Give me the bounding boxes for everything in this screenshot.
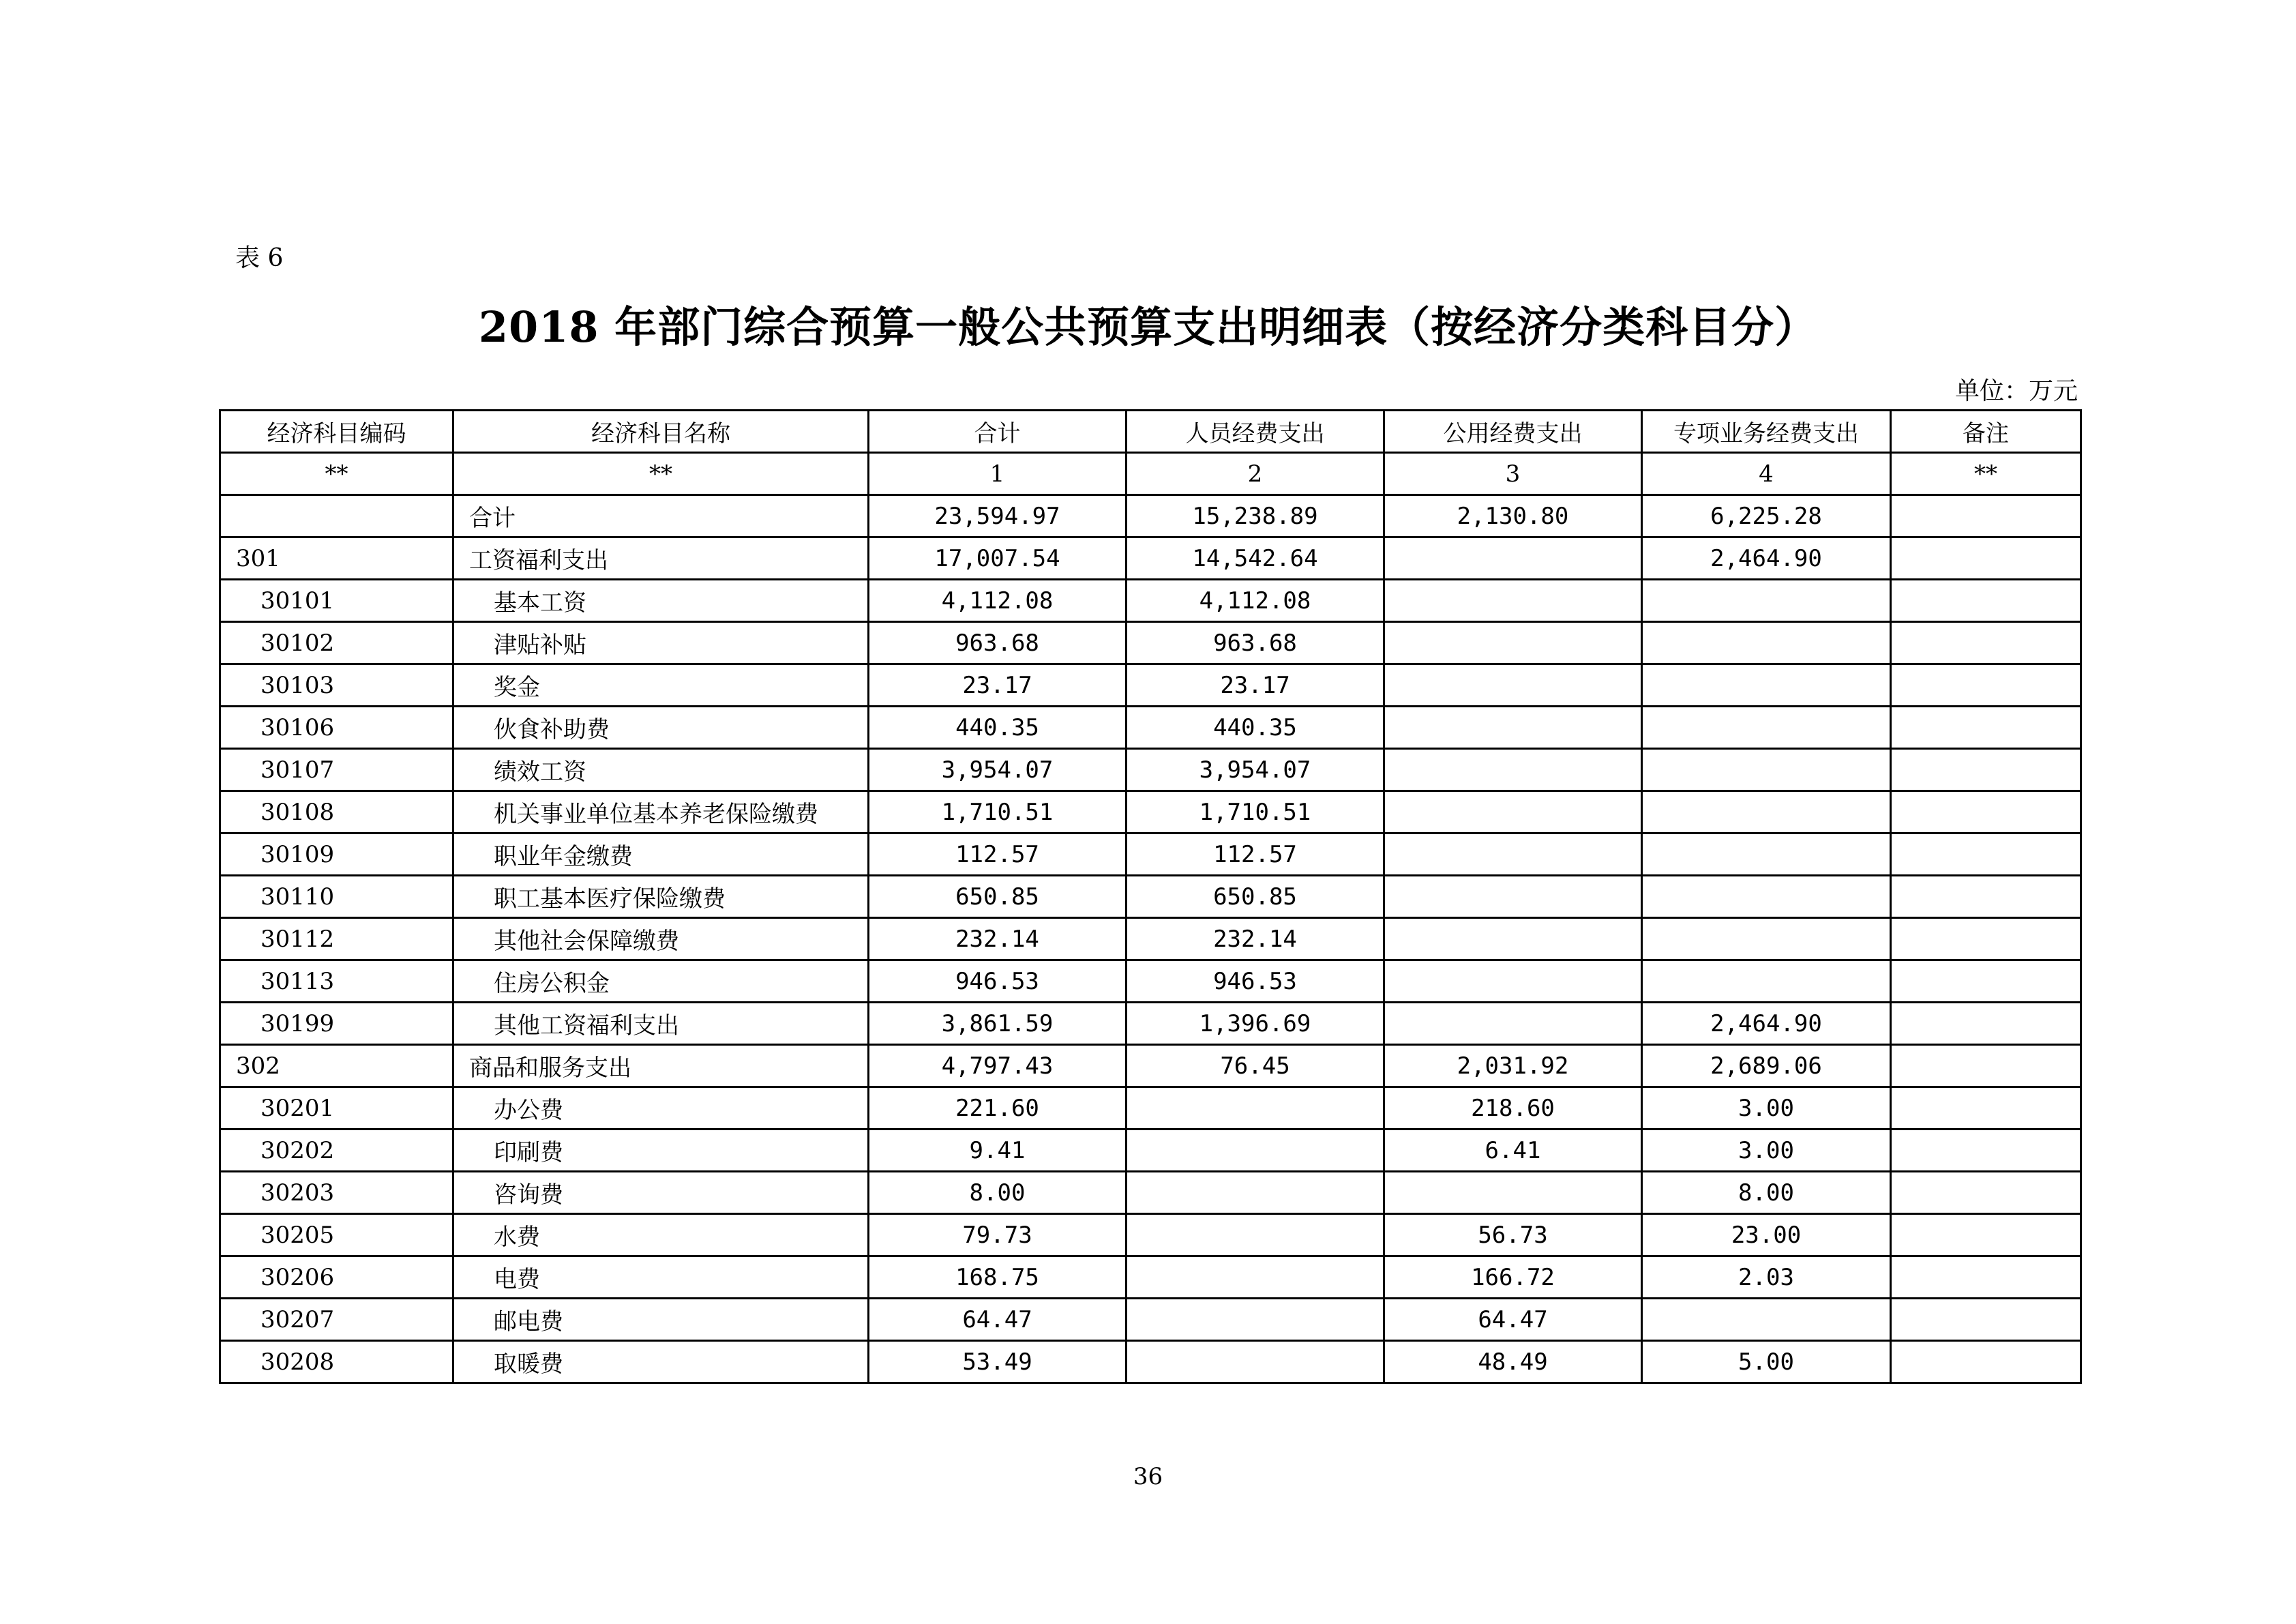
total-cell: 650.85 bbox=[869, 876, 1127, 918]
total-cell: 23.17 bbox=[869, 664, 1127, 707]
index-cell: 3 bbox=[1384, 453, 1642, 495]
personnel-cell bbox=[1127, 1299, 1384, 1341]
total-cell: 440.35 bbox=[869, 707, 1127, 749]
total-cell: 3,861.59 bbox=[869, 1003, 1127, 1045]
public-cell bbox=[1384, 960, 1642, 1003]
personnel-cell bbox=[1127, 1087, 1384, 1130]
code-cell: 30208 bbox=[220, 1341, 453, 1383]
total-cell: 221.60 bbox=[869, 1087, 1127, 1130]
special-cell: 3.00 bbox=[1642, 1130, 1891, 1172]
note-cell bbox=[1891, 1214, 2081, 1256]
note-cell bbox=[1891, 1087, 2081, 1130]
public-cell bbox=[1384, 791, 1642, 833]
total-cell: 4,797.43 bbox=[869, 1045, 1127, 1087]
code-cell: 302 bbox=[220, 1045, 453, 1087]
personnel-cell: 440.35 bbox=[1127, 707, 1384, 749]
name-cell: 其他工资福利支出 bbox=[453, 1003, 869, 1045]
personnel-cell bbox=[1127, 1214, 1384, 1256]
name-cell: 职工基本医疗保险缴费 bbox=[453, 876, 869, 918]
table-label: 表 6 bbox=[235, 244, 284, 272]
special-cell: 8.00 bbox=[1642, 1172, 1891, 1214]
code-cell: 30202 bbox=[220, 1130, 453, 1172]
index-cell: ** bbox=[220, 453, 453, 495]
header-name: 经济科目名称 bbox=[453, 411, 869, 453]
personnel-cell: 4,112.08 bbox=[1127, 580, 1384, 622]
table-row bbox=[220, 664, 2081, 707]
total-cell: 9.41 bbox=[869, 1130, 1127, 1172]
personnel-cell: 1,396.69 bbox=[1127, 1003, 1384, 1045]
total-cell: 963.68 bbox=[869, 622, 1127, 664]
code-cell: 30109 bbox=[220, 833, 453, 876]
code-cell: 30108 bbox=[220, 791, 453, 833]
public-cell: 56.73 bbox=[1384, 1214, 1642, 1256]
personnel-cell: 650.85 bbox=[1127, 876, 1384, 918]
index-cell: ** bbox=[1891, 453, 2081, 495]
table-row bbox=[220, 749, 2081, 791]
name-cell: 邮电费 bbox=[453, 1299, 869, 1341]
public-cell: 2,130.80 bbox=[1384, 495, 1642, 537]
personnel-cell bbox=[1127, 1172, 1384, 1214]
name-cell: 电费 bbox=[453, 1256, 869, 1299]
total-cell: 232.14 bbox=[869, 918, 1127, 960]
name-cell: 取暖费 bbox=[453, 1341, 869, 1383]
special-cell bbox=[1642, 707, 1891, 749]
table-row bbox=[220, 1299, 2081, 1341]
name-cell: 合计 bbox=[453, 495, 869, 537]
code-cell bbox=[220, 495, 453, 537]
total-cell: 17,007.54 bbox=[869, 537, 1127, 580]
note-cell bbox=[1891, 664, 2081, 707]
public-cell: 64.47 bbox=[1384, 1299, 1642, 1341]
note-cell bbox=[1891, 833, 2081, 876]
total-cell: 1,710.51 bbox=[869, 791, 1127, 833]
table-row bbox=[220, 1087, 2081, 1130]
header-public: 公用经费支出 bbox=[1384, 411, 1642, 453]
table-row bbox=[220, 1341, 2081, 1383]
note-cell bbox=[1891, 495, 2081, 537]
special-cell: 2,464.90 bbox=[1642, 1003, 1891, 1045]
public-cell bbox=[1384, 749, 1642, 791]
public-cell: 218.60 bbox=[1384, 1087, 1642, 1130]
code-cell: 30207 bbox=[220, 1299, 453, 1341]
public-cell bbox=[1384, 876, 1642, 918]
personnel-cell: 232.14 bbox=[1127, 918, 1384, 960]
table-row bbox=[220, 918, 2081, 960]
special-cell: 3.00 bbox=[1642, 1087, 1891, 1130]
personnel-cell: 23.17 bbox=[1127, 664, 1384, 707]
table-row bbox=[220, 1172, 2081, 1214]
budget-table bbox=[219, 409, 2082, 1384]
name-cell: 印刷费 bbox=[453, 1130, 869, 1172]
personnel-cell bbox=[1127, 1130, 1384, 1172]
public-cell bbox=[1384, 537, 1642, 580]
header-personnel: 人员经费支出 bbox=[1127, 411, 1384, 453]
total-cell: 4,112.08 bbox=[869, 580, 1127, 622]
special-cell: 23.00 bbox=[1642, 1214, 1891, 1256]
unit-label: 单位：万元 bbox=[1954, 377, 2078, 405]
header-total: 合计 bbox=[869, 411, 1127, 453]
note-cell bbox=[1891, 1299, 2081, 1341]
public-cell bbox=[1384, 707, 1642, 749]
public-cell: 166.72 bbox=[1384, 1256, 1642, 1299]
special-cell bbox=[1642, 622, 1891, 664]
code-cell: 30203 bbox=[220, 1172, 453, 1214]
table-row bbox=[220, 791, 2081, 833]
name-cell: 水费 bbox=[453, 1214, 869, 1256]
personnel-cell: 3,954.07 bbox=[1127, 749, 1384, 791]
personnel-cell bbox=[1127, 1341, 1384, 1383]
public-cell bbox=[1384, 1003, 1642, 1045]
header-note: 备注 bbox=[1891, 411, 2081, 453]
code-cell: 30112 bbox=[220, 918, 453, 960]
name-cell: 绩效工资 bbox=[453, 749, 869, 791]
special-cell bbox=[1642, 664, 1891, 707]
header-row bbox=[220, 411, 2081, 453]
special-cell bbox=[1642, 580, 1891, 622]
note-cell bbox=[1891, 1130, 2081, 1172]
code-cell: 30103 bbox=[220, 664, 453, 707]
index-cell: 2 bbox=[1127, 453, 1384, 495]
code-cell: 30205 bbox=[220, 1214, 453, 1256]
name-cell: 住房公积金 bbox=[453, 960, 869, 1003]
code-cell: 30199 bbox=[220, 1003, 453, 1045]
code-cell: 301 bbox=[220, 537, 453, 580]
name-cell: 商品和服务支出 bbox=[453, 1045, 869, 1087]
total-cell: 79.73 bbox=[869, 1214, 1127, 1256]
index-cell: 4 bbox=[1642, 453, 1891, 495]
table-row bbox=[220, 1214, 2081, 1256]
table-row bbox=[220, 537, 2081, 580]
special-cell bbox=[1642, 791, 1891, 833]
note-cell bbox=[1891, 1256, 2081, 1299]
table-body bbox=[220, 495, 2081, 1383]
index-cell: ** bbox=[453, 453, 869, 495]
total-cell: 8.00 bbox=[869, 1172, 1127, 1214]
total-cell: 168.75 bbox=[869, 1256, 1127, 1299]
table-row bbox=[220, 833, 2081, 876]
special-cell: 5.00 bbox=[1642, 1341, 1891, 1383]
note-cell bbox=[1891, 876, 2081, 918]
public-cell: 6.41 bbox=[1384, 1130, 1642, 1172]
table-row bbox=[220, 707, 2081, 749]
total-cell: 64.47 bbox=[869, 1299, 1127, 1341]
note-cell bbox=[1891, 918, 2081, 960]
table-row bbox=[220, 1003, 2081, 1045]
note-cell bbox=[1891, 707, 2081, 749]
table-row bbox=[220, 1045, 2081, 1087]
code-cell: 30101 bbox=[220, 580, 453, 622]
total-cell: 23,594.97 bbox=[869, 495, 1127, 537]
note-cell bbox=[1891, 580, 2081, 622]
page-number: 36 bbox=[1133, 1463, 1163, 1490]
total-cell: 946.53 bbox=[869, 960, 1127, 1003]
note-cell bbox=[1891, 791, 2081, 833]
personnel-cell: 1,710.51 bbox=[1127, 791, 1384, 833]
name-cell: 机关事业单位基本养老保险缴费 bbox=[453, 791, 869, 833]
table-row bbox=[220, 1130, 2081, 1172]
name-cell: 津贴补贴 bbox=[453, 622, 869, 664]
code-cell: 30113 bbox=[220, 960, 453, 1003]
note-cell bbox=[1891, 537, 2081, 580]
name-cell: 奖金 bbox=[453, 664, 869, 707]
personnel-cell: 76.45 bbox=[1127, 1045, 1384, 1087]
name-cell: 工资福利支出 bbox=[453, 537, 869, 580]
header-special: 专项业务经费支出 bbox=[1642, 411, 1891, 453]
special-cell: 2.03 bbox=[1642, 1256, 1891, 1299]
code-cell: 30106 bbox=[220, 707, 453, 749]
name-cell: 基本工资 bbox=[453, 580, 869, 622]
special-cell: 2,464.90 bbox=[1642, 537, 1891, 580]
name-cell: 咨询费 bbox=[453, 1172, 869, 1214]
special-cell bbox=[1642, 833, 1891, 876]
special-cell: 6,225.28 bbox=[1642, 495, 1891, 537]
code-cell: 30110 bbox=[220, 876, 453, 918]
name-cell: 办公费 bbox=[453, 1087, 869, 1130]
public-cell bbox=[1384, 1172, 1642, 1214]
table-row bbox=[220, 1256, 2081, 1299]
page-title: 2018 年部门综合预算一般公共预算支出明细表（按经济分类科目分） bbox=[478, 302, 1818, 352]
index-row bbox=[220, 453, 2081, 495]
special-cell bbox=[1642, 1299, 1891, 1341]
table-row bbox=[220, 960, 2081, 1003]
public-cell bbox=[1384, 580, 1642, 622]
total-cell: 53.49 bbox=[869, 1341, 1127, 1383]
special-cell bbox=[1642, 960, 1891, 1003]
public-cell bbox=[1384, 833, 1642, 876]
note-cell bbox=[1891, 1003, 2081, 1045]
code-cell: 30102 bbox=[220, 622, 453, 664]
personnel-cell: 15,238.89 bbox=[1127, 495, 1384, 537]
note-cell bbox=[1891, 749, 2081, 791]
header-code: 经济科目编码 bbox=[220, 411, 453, 453]
table-row bbox=[220, 876, 2081, 918]
name-cell: 伙食补助费 bbox=[453, 707, 869, 749]
table-row bbox=[220, 580, 2081, 622]
public-cell bbox=[1384, 918, 1642, 960]
code-cell: 30201 bbox=[220, 1087, 453, 1130]
table-row bbox=[220, 622, 2081, 664]
public-cell bbox=[1384, 622, 1642, 664]
special-cell bbox=[1642, 876, 1891, 918]
personnel-cell: 14,542.64 bbox=[1127, 537, 1384, 580]
note-cell bbox=[1891, 1341, 2081, 1383]
table-row bbox=[220, 495, 2081, 537]
special-cell bbox=[1642, 749, 1891, 791]
personnel-cell bbox=[1127, 1256, 1384, 1299]
code-cell: 30206 bbox=[220, 1256, 453, 1299]
special-cell bbox=[1642, 918, 1891, 960]
index-cell: 1 bbox=[869, 453, 1127, 495]
personnel-cell: 112.57 bbox=[1127, 833, 1384, 876]
name-cell: 职业年金缴费 bbox=[453, 833, 869, 876]
public-cell bbox=[1384, 664, 1642, 707]
personnel-cell: 963.68 bbox=[1127, 622, 1384, 664]
total-cell: 3,954.07 bbox=[869, 749, 1127, 791]
note-cell bbox=[1891, 1045, 2081, 1087]
public-cell: 48.49 bbox=[1384, 1341, 1642, 1383]
total-cell: 112.57 bbox=[869, 833, 1127, 876]
note-cell bbox=[1891, 960, 2081, 1003]
code-cell: 30107 bbox=[220, 749, 453, 791]
name-cell: 其他社会保障缴费 bbox=[453, 918, 869, 960]
note-cell bbox=[1891, 1172, 2081, 1214]
personnel-cell: 946.53 bbox=[1127, 960, 1384, 1003]
note-cell bbox=[1891, 622, 2081, 664]
public-cell: 2,031.92 bbox=[1384, 1045, 1642, 1087]
special-cell: 2,689.06 bbox=[1642, 1045, 1891, 1087]
